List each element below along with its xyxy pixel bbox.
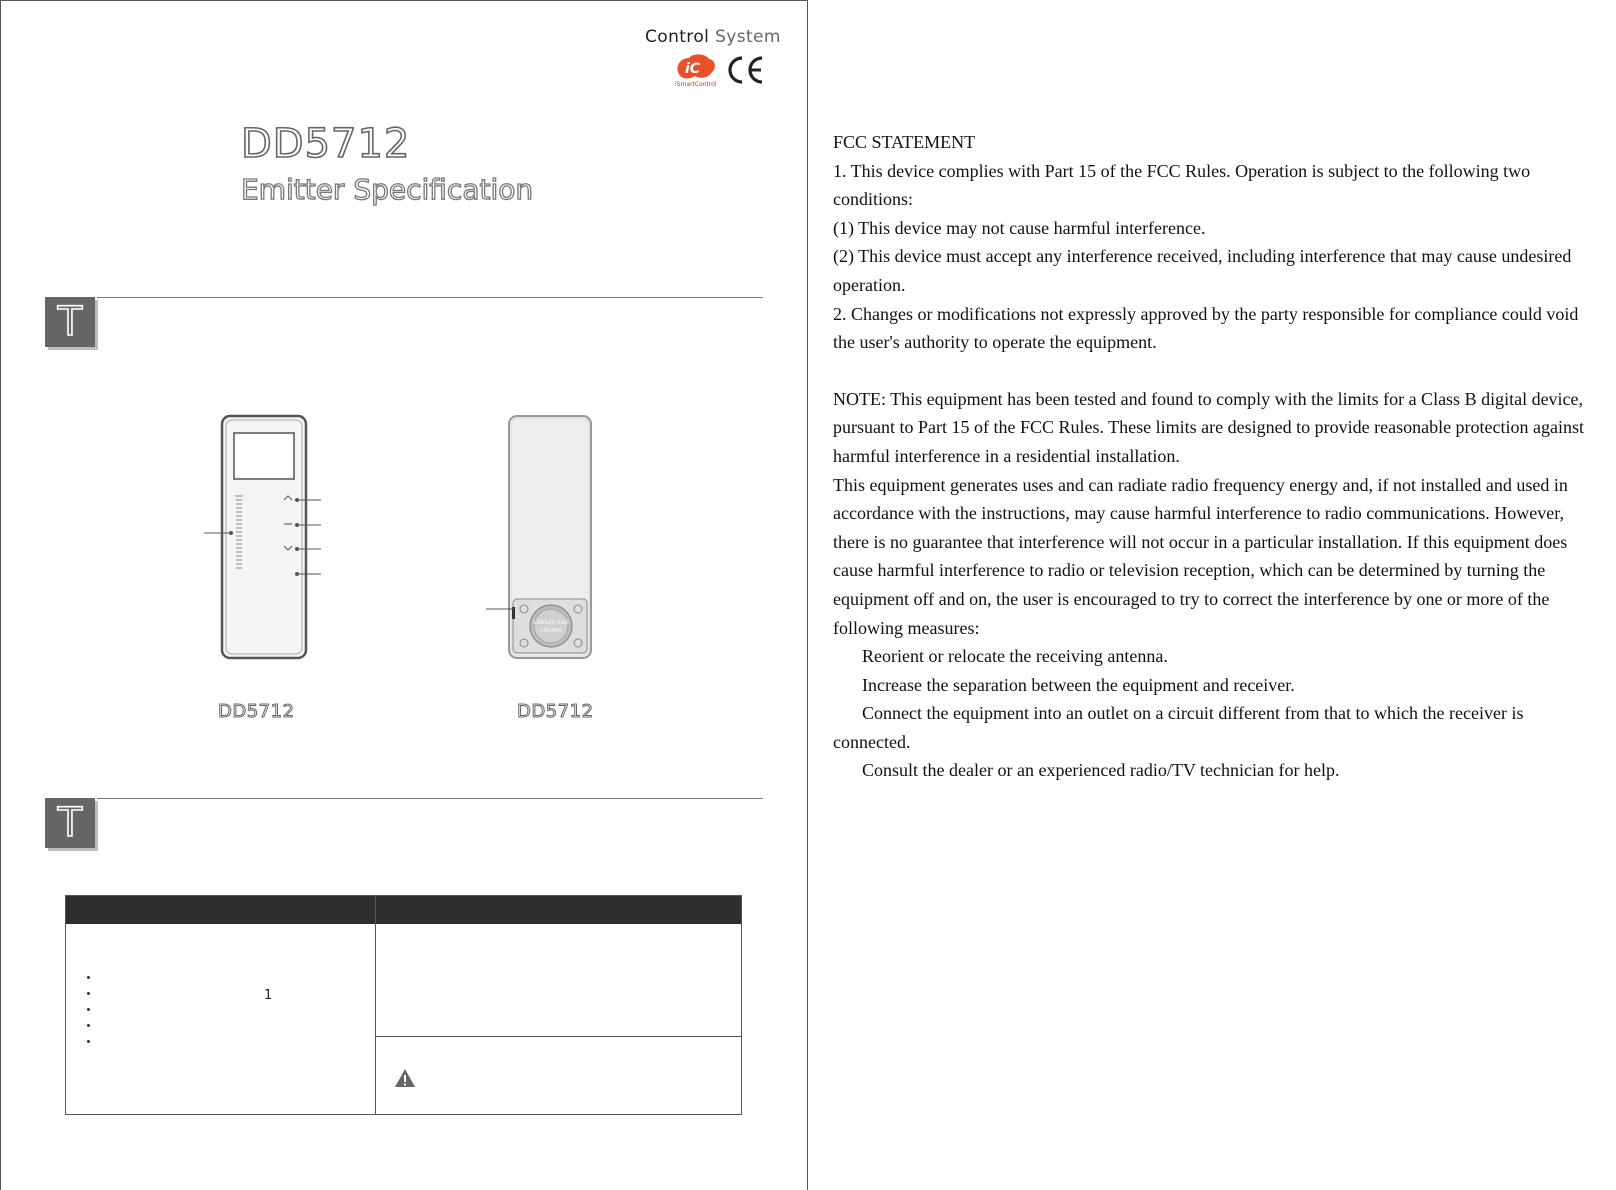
brand-word-system: System (715, 27, 781, 47)
list-bullet (87, 1040, 90, 1043)
back-caption: DD5712 (517, 701, 594, 722)
fcc-paragraph: 1. This device complies with Part 15 of the FCC Rules. Operation is subject to the following two conditions: (833, 160, 1531, 210)
section-marker (45, 297, 95, 347)
remote-front-illustration (197, 411, 337, 667)
section-rule (97, 798, 763, 799)
section-marker-letter: T (57, 299, 83, 345)
warning-icon (394, 1068, 416, 1088)
fcc-title: FCC STATEMENT (833, 132, 976, 152)
fcc-paragraph: 2. Changes or modifications not expressly approved by the party responsible for compliance could void the user's authority to operate the equipment. (833, 303, 1579, 353)
section-marker-letter: T (57, 800, 83, 846)
logo-subtext: iSmartControl (675, 81, 717, 88)
document-subtitle: Emitter Specification (241, 173, 534, 206)
fcc-measure: Connect the equipment into an outlet on a circuit different from that to which the receiver is connected. (833, 703, 1524, 752)
remote-display (234, 433, 294, 479)
brand-name (645, 27, 781, 47)
fcc-measure: Consult the dealer or an experienced radio/TV technician for help. (862, 760, 1340, 781)
table-value: 1 (264, 988, 273, 1003)
table-row-divider (375, 1036, 741, 1037)
brand-word-control: Control (645, 27, 710, 47)
fcc-measure: Reorient or relocate the receiving antenna. (862, 646, 1168, 667)
fcc-paragraph: (2) This device must accept any interference received, including interference that may cause undesired operation. (833, 246, 1572, 295)
specification-table (65, 895, 742, 1115)
list-bullet (87, 992, 90, 995)
fcc-statement (833, 128, 1603, 785)
list-bullet (87, 1024, 90, 1027)
fcc-note: NOTE: This equipment has been tested and found to comply with the limits for a Class B digital device, pursuant to Part 15 of the FCC Rules. These limits are designed to provide reasonable protection against harmful interference in a residential installation. (833, 388, 1585, 466)
fcc-measure: Increase the separation between the equipment and receiver. (862, 674, 1295, 695)
section-marker (45, 798, 95, 848)
ce-mark-icon (725, 55, 765, 85)
logo-text: iC (685, 61, 701, 77)
fcc-paragraph: (1) This device may not cause harmful interference. (833, 217, 1206, 238)
model-title: DD5712 (241, 121, 411, 167)
list-bullet (87, 1008, 90, 1011)
front-caption: DD5712 (218, 701, 295, 722)
section-rule (97, 297, 763, 298)
battery-label-line1: Lithium Cell (533, 619, 569, 626)
battery-label-line2: CR2450 (540, 628, 562, 634)
right-page (808, 0, 1616, 1190)
table-column-divider (375, 896, 376, 1114)
ismartcontrol-logo (673, 52, 717, 88)
list-bullet (87, 976, 90, 979)
fcc-paragraph: This equipment generates uses and can radiate radio frequency energy and, if not installed and used in accordance with the instructions, may cause harmful interference to radio communications. However, there is no guarantee that interference will not occur in a particular installation. If this equipment does cause harmful interference to radio or television reception, which can be determined by turning the equipment off and on, the user is encouraged to try to correct the interference by one or more of the following measures: (833, 474, 1568, 638)
table-header (66, 896, 741, 924)
remote-back-illustration (485, 411, 595, 667)
